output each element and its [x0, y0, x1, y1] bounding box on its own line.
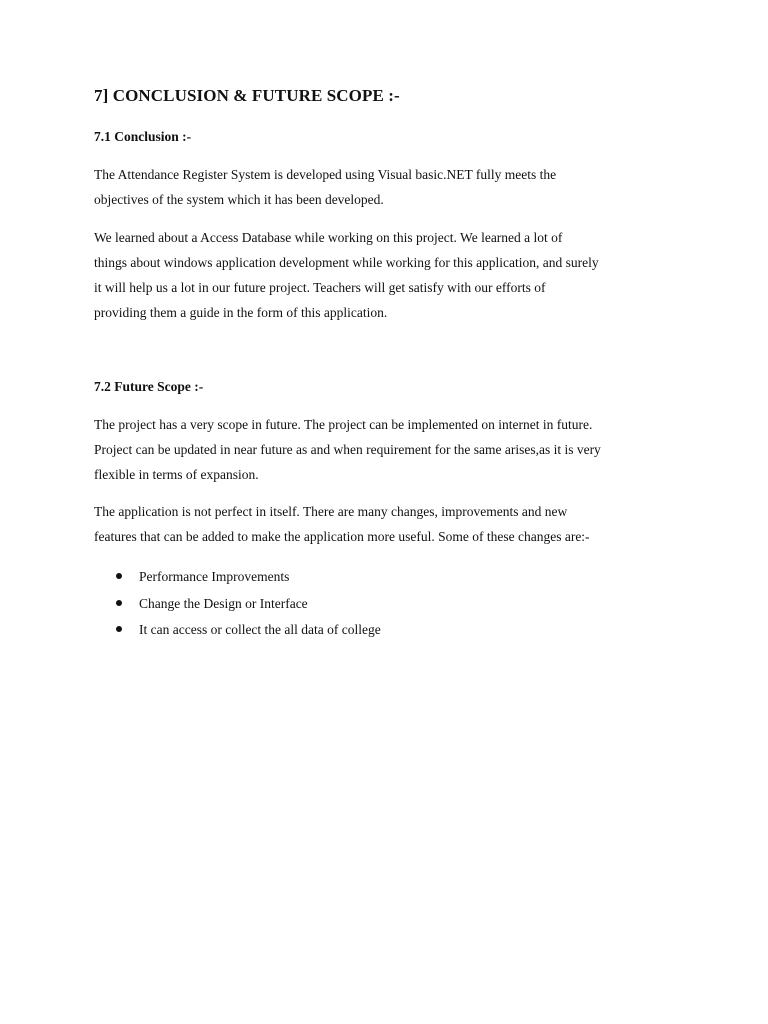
paragraph-line: objectives of the system which it has been developed. [94, 192, 384, 207]
paragraph-line: things about windows application development while working for this application, and surely [94, 255, 599, 270]
paragraph-line: features that can be added to make the application more useful. Some of these changes are:- [94, 529, 590, 544]
paragraph-line: providing them a guide in the form of this application. [94, 305, 388, 320]
paragraph-line: Project can be updated in near future as and when requirement for the same arises,as it is very [94, 442, 601, 457]
paragraph-line: The project has a very scope in future. The project can be implemented on internet in future. [94, 417, 593, 432]
paragraph-conclusion-2 [94, 225, 694, 325]
bullet-icon [116, 626, 122, 632]
paragraph-conclusion-1 [94, 162, 694, 212]
paragraph-line: We learned about a Access Database while working on this project. We learned a lot of [94, 230, 563, 245]
paragraph-line: The application is not perfect in itself. There are many changes, improvements and new [94, 504, 568, 519]
list-item-text: Change the Design or Interface [139, 595, 308, 611]
paragraph-line: The Attendance Register System is developed using Visual basic.NET fully meets the [94, 167, 557, 182]
paragraph-line: it will help us a lot in our future project. Teachers will get satisfy with our efforts of [94, 280, 546, 295]
section-heading-future-scope: 7.2 Future Scope :- [94, 379, 204, 394]
list-item-text: It can access or collect the all data of college [139, 622, 381, 637]
bullet-icon [116, 600, 122, 606]
paragraph-future-scope-1 [94, 412, 694, 487]
paragraph-future-scope-2 [94, 499, 694, 549]
section-heading-conclusion: 7.1 Conclusion :- [94, 129, 192, 144]
bullet-icon [116, 573, 122, 579]
paragraph-line: flexible in terms of expansion. [94, 467, 259, 482]
list-item-text: Performance Improvements [139, 569, 290, 584]
page-title: 7] CONCLUSION & FUTURE SCOPE :- [94, 86, 400, 105]
